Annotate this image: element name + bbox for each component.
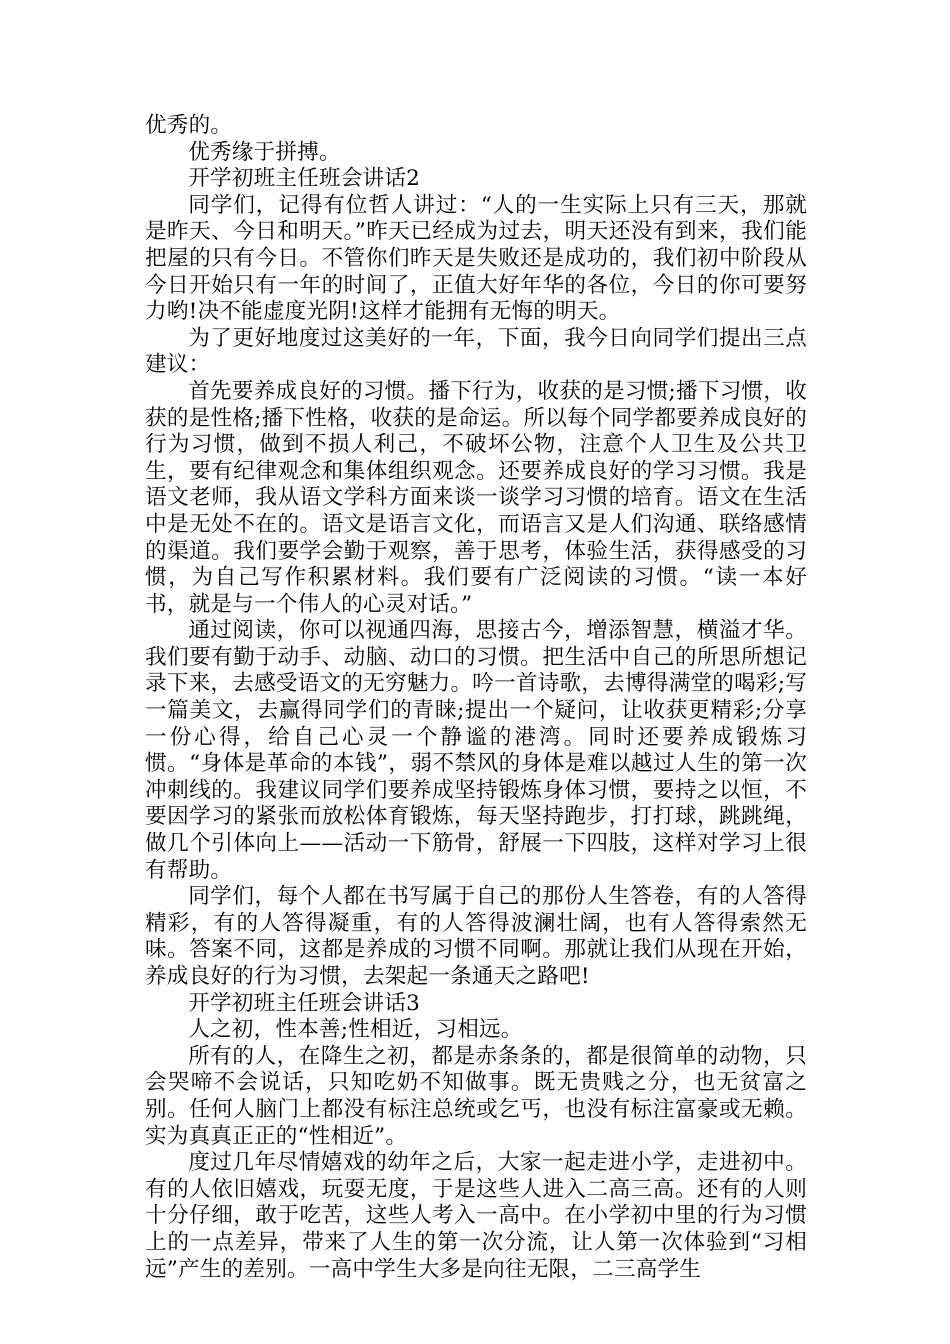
section-heading-3: 开学初班主任班会讲话3	[188, 990, 421, 1016]
paragraph-12: 度过几年尽情嬉戏的幼年之后，大家一起走进小学，走进初中。有的人依旧嬉戏，玩耍无度，于是这些人进入二高三高。还有的人则十分仔细，敢于吃苦，这些人考入一高中。在小学初中里的行为习惯上的一点差异，带来了人生的第一次分流，让人第一次体验到“习相远”产生的差别。一高中学生大多是向往无限，二三高学生	[145, 1150, 807, 1282]
paragraph-7: 通过阅读，你可以视通四海，思接古今，增添智慧，横溢才华。我们要有勤于动手、动脑、动口的习惯。把生活中自己的所思所想记录下来，去感受语文的无穷魅力。吟一首诗歌，去博得满堂的喝彩;写一篇美文，去赢得同学们的青睐;提出一个疑问，让收获更精彩;分享一份心得，给自己心灵一个静谧的港湾。同时还要养成锻炼习惯。“身体是革命的本钱”，弱不禁风的身体是难以越过人生的第一次冲刺线的。我建议同学们要养成坚持锻炼身体习惯，要持之以恒，不要因学习的紧张而放松体育锻炼，每天坚持跑步，打打球，跳跳绳，做几个引体向上——活动一下筋骨，舒展一下四肢，这样对学习上很有帮助。	[145, 618, 807, 883]
paragraph-10: 人之初，性本善;性相近，习相远。	[188, 1017, 523, 1043]
paragraph-1: 优秀的。	[145, 113, 233, 138]
section-heading-2: 开学初班主任班会讲话2	[188, 166, 421, 192]
paragraph-4: 同学们，记得有位哲人讲过：“人的一生实际上只有三天，那就是昨天、今日和明天。”昨天已经成为过去，明天还没有到来，我们能把屋的只有今日。不管你们昨天是失败还是成功的，我们初中阶段从今日开始只有一年的时间了，正值大好年华的各位，今日的你可要努力哟!决不能虚度光阴!这样才能拥有无悔的明天。	[145, 192, 807, 325]
paragraph-5: 为了更好地度过这美好的一年，下面，我今日向同学们提出三点建议：	[145, 325, 807, 378]
paragraph-8: 同学们，每个人都在书写属于自己的那份人生答卷，有的人答得精彩，有的人答得凝重，有的人答得波澜壮阔，也有人答得索然无味。答案不同，这都是养成的习惯不同啊。那就让我们从现在开始，养成良好的行为习惯，去架起一条通天之路吧!	[145, 884, 807, 989]
document-page	[145, 113, 807, 1283]
paragraph-11: 所有的人，在降生之初，都是赤条条的，都是很简单的动物，只会哭啼不会说话，只知吃奶不知做事。既无贵贱之分，也无贫富之别。任何人脑门上都没有标注总统或乞丐，也没有标注富豪或无赖。实为真真正正的“性相近”。	[145, 1043, 807, 1149]
paragraph-6: 首先要养成良好的习惯。播下行为，收获的是习惯;播下习惯，收获的是性格;播下性格，收获的是命运。所以每个同学都要养成良好的行为习惯，做到不损人利己，不破坏公物，注意个人卫生及公共卫生，要有纪律观念和集体组织观念。还要养成良好的学习习惯。我是语文老师，我从语文学科方面来谈一谈学习习惯的培育。语文在生活中是无处不在的。语文是语言文化，而语言又是人们沟通、联络感情的渠道。我们要学会勤于观察，善于思考，体验生活，获得感受的习惯，为自己写作积累材料。我们要有广泛阅读的习惯。“读一本好书，就是与一个伟人的心灵对话。”	[145, 378, 807, 617]
paragraph-2: 优秀缘于拼搏。	[188, 139, 341, 165]
